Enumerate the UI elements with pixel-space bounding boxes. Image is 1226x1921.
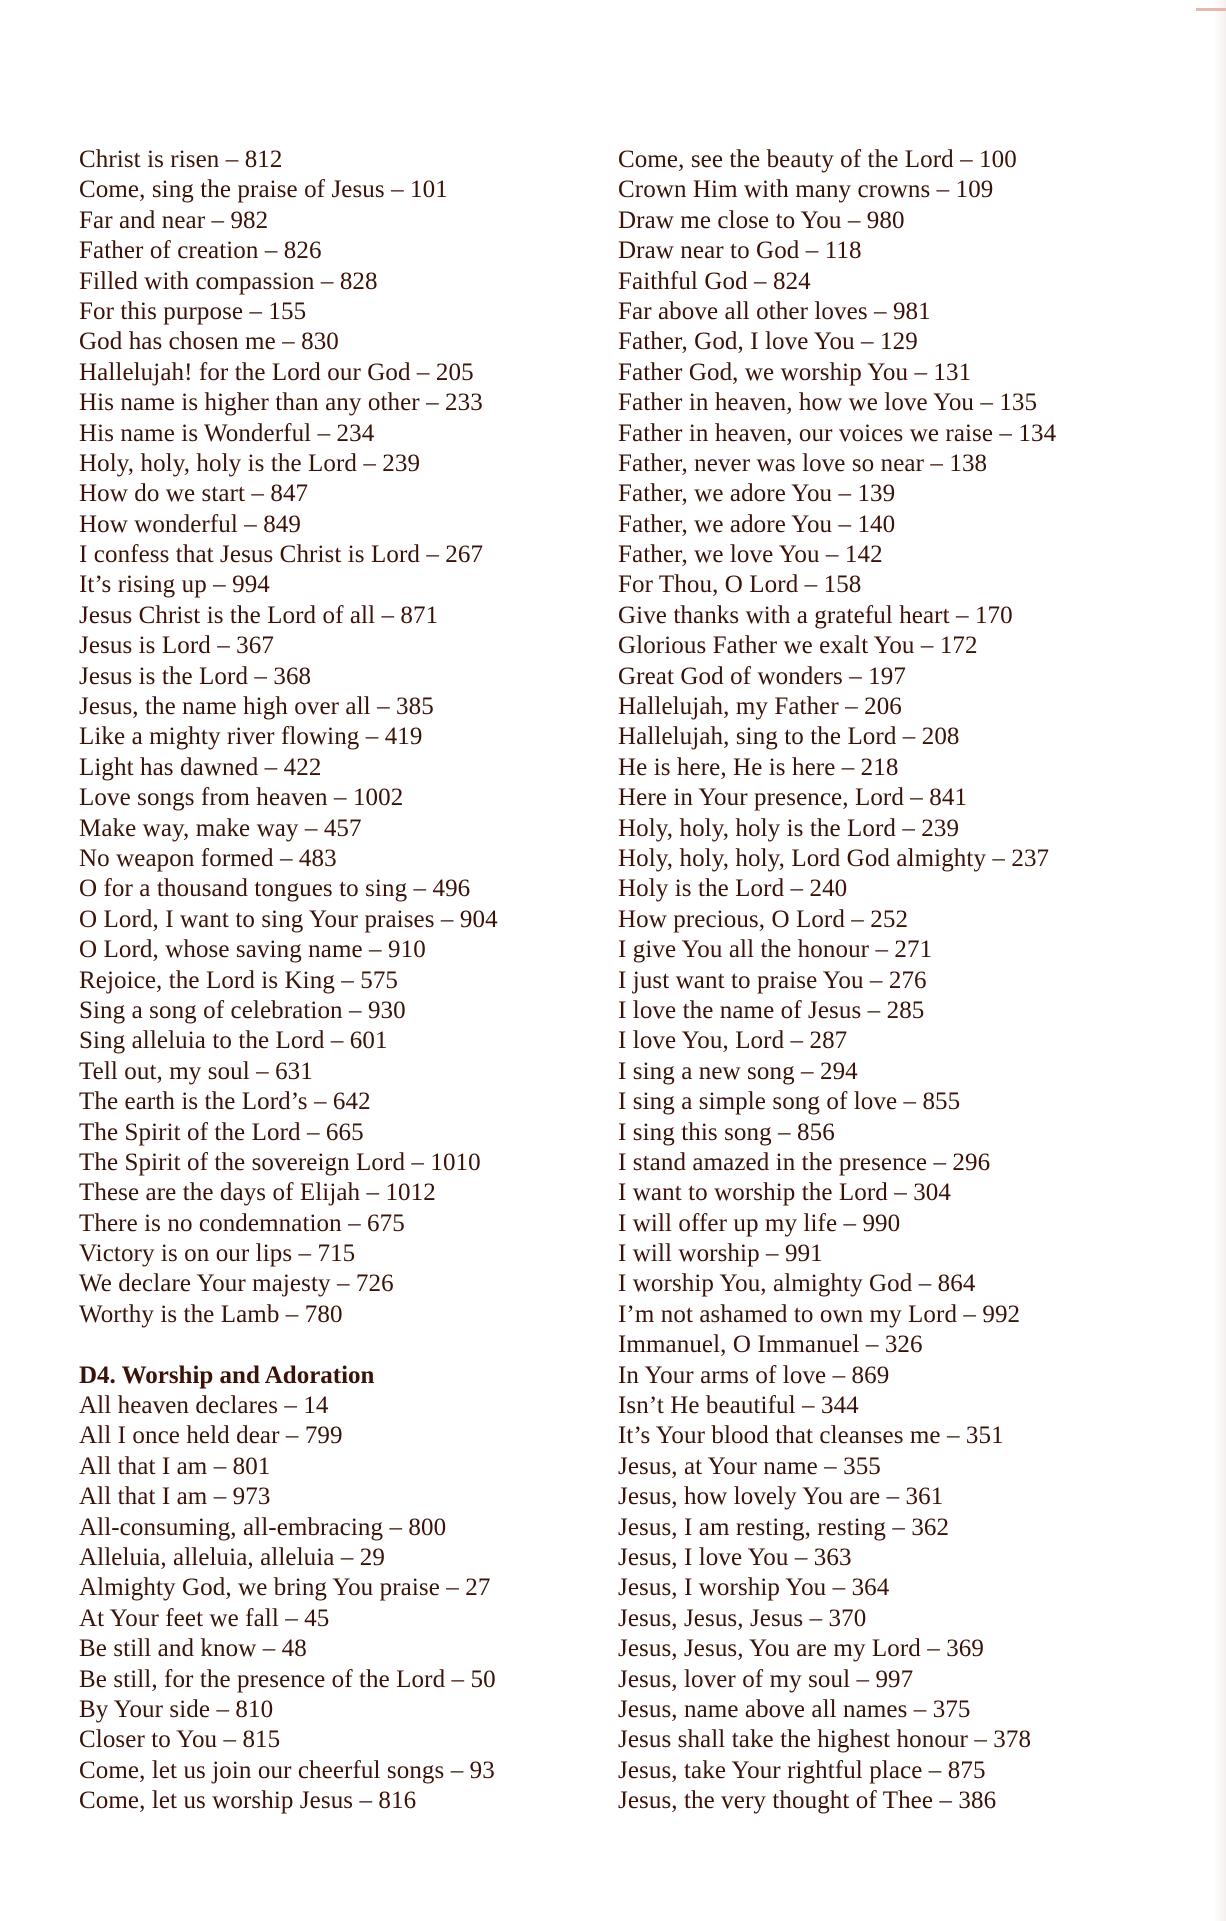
index-entry: Sing a song of celebration – 930: [79, 996, 406, 1024]
index-entry: Jesus is Lord – 367: [79, 632, 274, 660]
index-entry: For Thou, O Lord – 158: [618, 571, 862, 599]
index-entry: O for a thousand tongues to sing – 496: [79, 875, 471, 903]
index-entry: Here in Your presence, Lord – 841: [618, 784, 968, 812]
left-column: [79, 145, 599, 1816]
index-entry: Jesus, I worship You – 364: [618, 1574, 890, 1602]
index-entry: There is no condemnation – 675: [79, 1209, 405, 1237]
index-entry: Jesus, the name high over all – 385: [79, 693, 434, 721]
index-entry: At Your feet we fall – 45: [79, 1604, 330, 1632]
index-entry: All that I am – 801: [79, 1452, 271, 1480]
index-entry: All I once held dear – 799: [79, 1422, 343, 1450]
index-entry: O Lord, whose saving name – 910: [79, 936, 426, 964]
index-entry: Come, sing the praise of Jesus – 101: [79, 176, 448, 204]
index-entry: Tell out, my soul – 631: [79, 1057, 313, 1085]
index-entry: Father, we love You – 142: [618, 541, 883, 569]
index-entry: Father, we adore You – 140: [618, 510, 896, 538]
index-entry: I sing a new song – 294: [618, 1057, 858, 1085]
index-entry: I just want to praise You – 276: [618, 966, 927, 994]
index-entry: I confess that Jesus Christ is Lord – 267: [79, 541, 484, 569]
index-entry: Jesus, Jesus, You are my Lord – 369: [618, 1635, 984, 1663]
index-entry: I love the name of Jesus – 285: [618, 996, 925, 1024]
index-entry: How wonderful – 849: [79, 510, 302, 538]
index-entry: Make way, make way – 457: [79, 814, 362, 842]
index-entry: Be still, for the presence of the Lord – 50: [79, 1665, 496, 1693]
index-entry: Father God, we worship You – 131: [618, 358, 972, 386]
index-entry: His name is Wonderful – 234: [79, 419, 375, 447]
index-entry: Jesus, Jesus, Jesus – 370: [618, 1604, 867, 1632]
index-entry: I’m not ashamed to own my Lord – 992: [618, 1300, 1021, 1328]
index-entry: It’s Your blood that cleanses me – 351: [618, 1422, 1004, 1450]
index-entry: He is here, He is here – 218: [618, 753, 899, 781]
index-entry: Jesus shall take the highest honour – 378: [618, 1726, 1032, 1754]
index-entry: I will worship – 991: [618, 1240, 823, 1268]
index-entry: I give You all the honour – 271: [618, 936, 933, 964]
index-entry: Holy, holy, holy is the Lord – 239: [618, 814, 960, 842]
page-edge-mark: [1196, 8, 1226, 11]
index-entry: Crown Him with many crowns – 109: [618, 176, 994, 204]
index-entry: Jesus, I am resting, resting – 362: [618, 1513, 950, 1541]
index-entry: How precious, O Lord – 252: [618, 905, 909, 933]
index-entry: Be still and know – 48: [79, 1635, 307, 1663]
index-entry: Give thanks with a grateful heart – 170: [618, 601, 1013, 629]
index-entry: O Lord, I want to sing Your praises – 904: [79, 905, 498, 933]
index-entry: Far and near – 982: [79, 206, 269, 234]
index-entry: These are the days of Elijah – 1012: [79, 1179, 436, 1207]
page-edge: [1214, 0, 1226, 1921]
index-entry: We declare Your majesty – 726: [79, 1270, 394, 1298]
index-entry: Jesus, lover of my soul – 997: [618, 1665, 914, 1693]
index-entry: I sing this song – 856: [618, 1118, 835, 1146]
index-entry: Far above all other loves – 981: [618, 297, 931, 325]
index-entry: Immanuel, O Immanuel – 326: [618, 1331, 923, 1359]
index-entry: All-consuming, all-embracing – 800: [79, 1513, 447, 1541]
index-entry: Come, see the beauty of the Lord – 100: [618, 146, 1017, 173]
index-entry: The earth is the Lord’s – 642: [79, 1088, 371, 1116]
index-entry: I will offer up my life – 990: [618, 1209, 901, 1237]
index-entry: All that I am – 973: [79, 1483, 271, 1511]
index-entry: Faithful God – 824: [618, 267, 811, 295]
index-entry: I worship You, almighty God – 864: [618, 1270, 976, 1298]
index-entry: Glorious Father we exalt You – 172: [618, 632, 978, 660]
index-entry: Filled with compassion – 828: [79, 267, 378, 295]
index-entry: Worthy is the Lamb – 780: [79, 1300, 343, 1328]
index-entry: Almighty God, we bring You praise – 27: [79, 1574, 491, 1602]
index-entry: Light has dawned – 422: [79, 753, 322, 781]
index-entry: Father, God, I love You – 129: [618, 328, 918, 356]
section-spacer: [79, 1330, 599, 1360]
index-entry: Jesus, I love You – 363: [618, 1543, 852, 1571]
index-entry: In Your arms of love – 869: [618, 1361, 890, 1389]
index-entry: Closer to You – 815: [79, 1726, 281, 1754]
index-entry: By Your side – 810: [79, 1695, 274, 1723]
index-entry: For this purpose – 155: [79, 297, 307, 325]
index-entry: Victory is on our lips – 715: [79, 1240, 356, 1268]
index-entry: I stand amazed in the presence – 296: [618, 1148, 991, 1176]
index-entry: Draw near to God – 118: [618, 237, 862, 265]
section-heading: D4. Worship and Adoration: [79, 1361, 375, 1389]
index-entry: Draw me close to You – 980: [618, 206, 905, 234]
index-entry: No weapon formed – 483: [79, 844, 337, 872]
right-column: [618, 145, 1178, 1816]
index-entry: Come, let us join our cheerful songs – 93: [79, 1756, 495, 1784]
index-entry: I love You, Lord – 287: [618, 1027, 848, 1055]
index-entry: Father, never was love so near – 138: [618, 449, 988, 477]
index-entry: Rejoice, the Lord is King – 575: [79, 966, 399, 994]
index-entry: The Spirit of the Lord – 665: [79, 1118, 364, 1146]
index-entry: Sing alleluia to the Lord – 601: [79, 1027, 388, 1055]
index-entry: Jesus Christ is the Lord of all – 871: [79, 601, 439, 629]
index-entry: His name is higher than any other – 233: [79, 389, 483, 417]
index-entry: It’s rising up – 994: [79, 571, 270, 599]
index-entry: I sing a simple song of love – 855: [618, 1088, 961, 1116]
index-entry: Jesus, how lovely You are – 361: [618, 1483, 944, 1511]
index-entry: God has chosen me – 830: [79, 328, 339, 356]
index-entry: Father in heaven, our voices we raise – 134: [618, 419, 1057, 447]
index-entry: Father, we adore You – 139: [618, 480, 896, 508]
index-entry: Jesus, the very thought of Thee – 386: [618, 1787, 997, 1815]
index-entry: Father in heaven, how we love You – 135: [618, 389, 1038, 417]
index-entry: Hallelujah, my Father – 206: [618, 693, 902, 721]
index-entry: The Spirit of the sovereign Lord – 1010: [79, 1148, 481, 1176]
index-entry: Father of creation – 826: [79, 237, 322, 265]
index-entry: All heaven declares – 14: [79, 1392, 329, 1420]
index-entry: I want to worship the Lord – 304: [618, 1179, 952, 1207]
index-entry: Holy is the Lord – 240: [618, 875, 848, 903]
index-entry: Hallelujah! for the Lord our God – 205: [79, 358, 474, 386]
index-entry: How do we start – 847: [79, 480, 309, 508]
index-entry: Love songs from heaven – 1002: [79, 784, 404, 812]
index-entry: Alleluia, alleluia, alleluia – 29: [79, 1543, 385, 1571]
index-entry: Jesus is the Lord – 368: [79, 662, 312, 690]
index-entry: Great God of wonders – 197: [618, 662, 906, 690]
index-entry: Holy, holy, holy is the Lord – 239: [79, 449, 421, 477]
index-entry: Jesus, at Your name – 355: [618, 1452, 881, 1480]
index-entry: Like a mighty river flowing – 419: [79, 723, 423, 751]
index-entry: Holy, holy, holy, Lord God almighty – 237: [618, 844, 1050, 872]
index-entry: Jesus, name above all names – 375: [618, 1695, 971, 1723]
index-entry: Isn’t He beautiful – 344: [618, 1392, 859, 1420]
index-entry: Hallelujah, sing to the Lord – 208: [618, 723, 960, 751]
index-entry: Come, let us worship Jesus – 816: [79, 1787, 417, 1815]
index-entry: Jesus, take Your rightful place – 875: [618, 1756, 986, 1784]
index-entry: Christ is risen – 812: [79, 146, 283, 173]
